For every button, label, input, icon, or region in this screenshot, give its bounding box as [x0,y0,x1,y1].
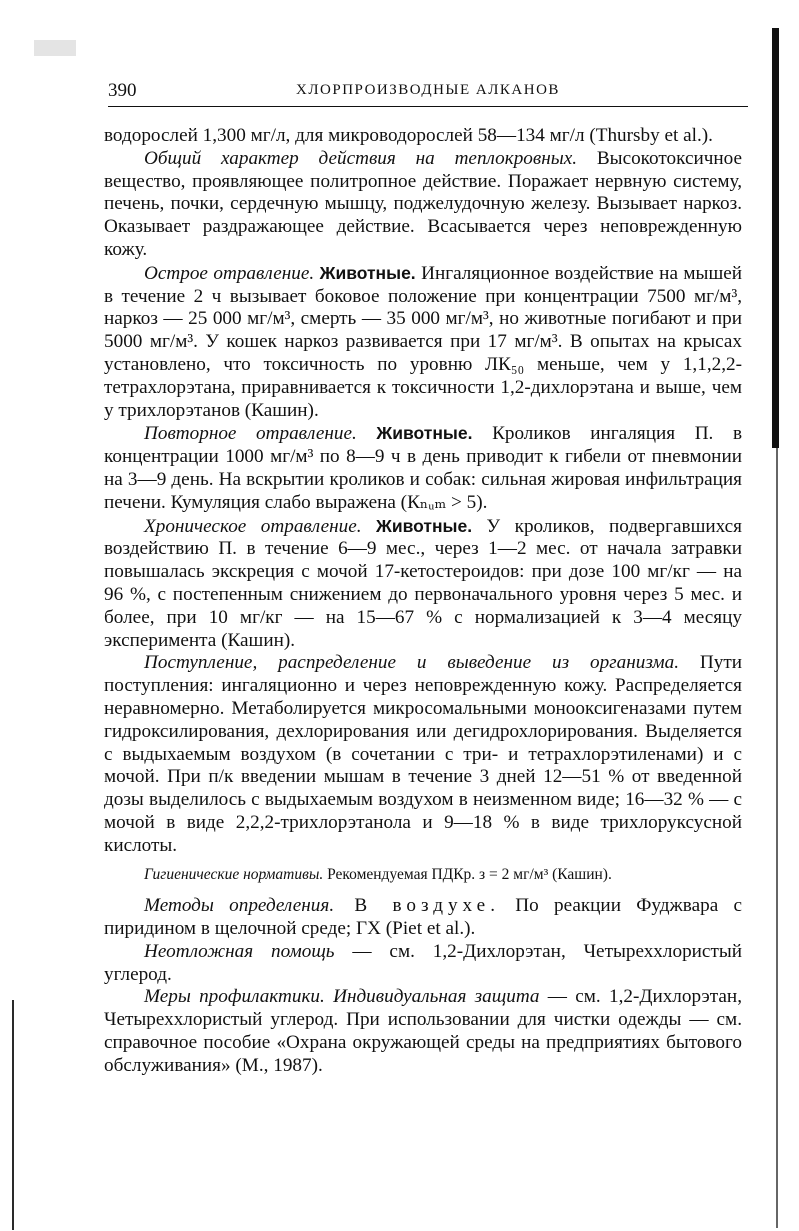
paragraph-text: — см. 1,2-Дихлорэтан, Четыреххлористый углерод. [104,940,742,985]
paragraph-text: водорослей 1,300 мг/л, для микроводорослей 58—134 мг/л (Thursby et al.). [104,125,713,146]
paragraph-hygiene-norms [104,864,742,887]
subject-label: Животные. [376,515,473,536]
running-title: ХЛОРПРОИЗВОДНЫЕ АЛКАНОВ [296,82,560,98]
paragraph-text: Кроликов ингаляция П. в концентрации 1000 мг/м³ по 8—9 ч в день приводит к гибели от пневмонии на 3—9 день. На вскрытии кроликов и собак: сильная жировая инфильтрация печени. Кумуляция слабо выражена (Кₙᵤₘ > 5). [104,423,742,513]
subject-label: Животные. [376,423,473,444]
paragraph-chronic-poisoning [104,515,742,653]
paragraph-methods [104,895,742,941]
paragraph-continuation [104,125,742,148]
section-heading: Острое отравление. [144,262,315,284]
page-number: 390 [108,80,137,101]
scan-edge-right-bar [772,28,779,448]
paragraph-text: Рекомендуемая ПДКр. з = 2 мг/м³ (Кашин). [323,865,612,883]
paragraph-general-action [104,148,742,262]
scan-smudge [34,40,76,56]
section-heading: Методы определения. [144,895,335,917]
paragraph-text: — см. 1,2-Дихлорэтан, Четыреххлористый углерод. При использовании для чистки одежды — см. справочное пособие «Охрана окружающей среды на предприятиях бытового обслуживания» (М., 1987). [104,986,742,1076]
section-heading: Общий характер действия на теплокровных. [144,147,578,169]
spaced-term: В воздухе. [334,895,500,917]
section-heading: Неотложная помощь [144,940,335,962]
paragraph-text: Высокотоксичное вещество, проявляющее политропное действие. Поражает нервную систему, печень, почки, сердечную мышцу, поджелудочную железу. Вызывает наркоз. Оказывает раздражающее действие. Всасывается через неповрежденную кожу. [104,147,742,260]
paragraph-text: Ингаляционное воздействие на мышей в течение 2 ч вызывает боковое положение при концентрации 7500 мг/м³, наркоз — 25 000 мг/м³, смерть — 35 000 мг/м³, но животные погибают и при 5000 мг/м³. У кошек наркоз развивается при 17 мг/м³. В опытах на крысах установлено, что токсичность по уровню ЛК₅₀ меньше, чем у 1,1,2,2-тетрахлорэтана, приравнивается к токсичности 1,2-дихлорэтана и выше, чем у трихлорэтанов (Кашин). [104,262,743,421]
paragraph-repeated-poisoning [104,422,742,514]
paragraph-metabolism [104,652,742,857]
section-heading: Хроническое отравление. [144,515,362,537]
paragraph-first-aid [104,941,742,987]
section-heading: Гигиенические нормативы. [144,865,324,883]
subject-label: Животные. [319,262,416,283]
page-body [104,125,742,1078]
paragraph-text: Пути поступления: ингаляционно и через неповрежденную кожу. Распределяется неравномерно. Метаболируется микросомальными монооксигеназами путем гидроксилирования, дехлорирования или дегидрохлорирования. Выделяется с выдыхаемым воздухом (в сочетании с три- и тетрахлорэтиленами) и с мочой. При п/к введении мышам в течение 3 дней 12—51 % от введенной дозы выделилось с выдыхаемым воздухом в неизменном виде; 16—32 % — с мочой в виде 2,2,2-трихлорэтанола и 9—18 % в виде трихлоруксусной кислоты. [104,652,742,856]
section-heading: Поступление, распределение и выведение из организма. [144,652,680,674]
section-heading: Меры профилактики. Индивидуальная защита [144,986,540,1008]
page-header [108,76,748,107]
paragraph-prevention [104,986,742,1077]
paragraph-text: По реакции Фуджвара с пиридином в щелочной среде; ГХ (Piet et al.). [104,895,742,940]
section-heading: Повторное отравление. [144,423,357,445]
scan-edge-left [12,1000,14,1230]
scan-edge-right-line [776,448,778,1228]
paragraph-acute-poisoning [104,262,742,423]
paragraph-text: У кроликов, подвергавшихся воздействию П. в течение 6—9 мес., через 1—2 мес. от начала затравки повышалась экскреция с мочой 17-кетостероидов: при дозе 100 мг/кг — на 96 %, с постепенным снижением до первоначального уровня через 5 мес. и более, при 10 мг/кг — на 15—67 % с нормализацией к 3—4 месяцу эксперимента (Кашин). [104,515,743,651]
